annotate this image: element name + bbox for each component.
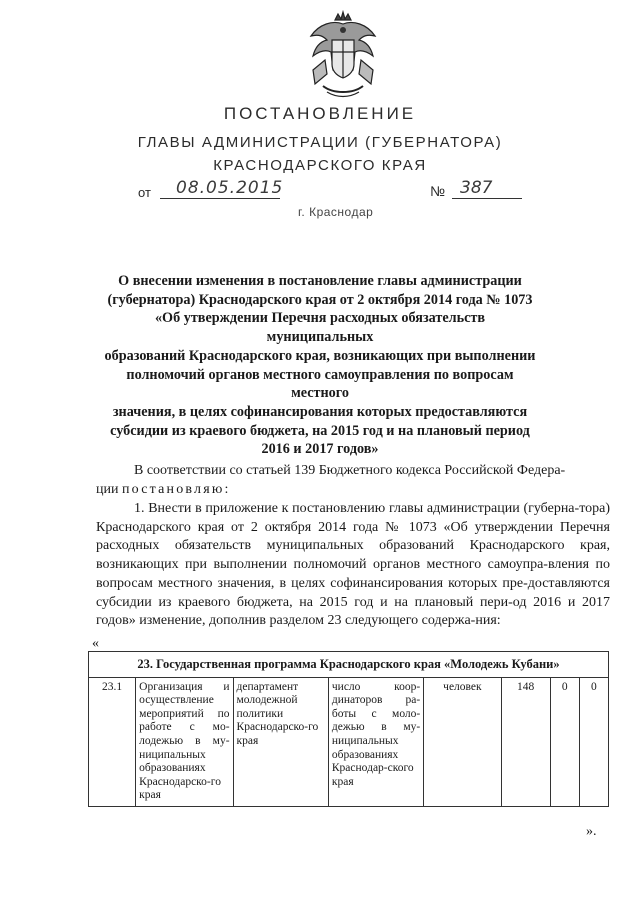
- decree-title: [100, 272, 540, 459]
- region-heading: КРАСНОДАРСКОГО КРАЯ: [213, 157, 427, 174]
- cell-unit: человек: [424, 677, 501, 806]
- decree-line: [96, 481, 610, 500]
- cell-value-2016: 0: [550, 677, 579, 806]
- cell-value-2017: 0: [579, 677, 608, 806]
- section-row: [89, 652, 609, 678]
- intro-paragraph: В соответствии со статьей 139 Бюджетного кодекса Российской Федера-: [134, 463, 566, 478]
- doc-type-heading: ПОСТАНОВЛЕНИЕ: [223, 104, 417, 123]
- program-table: [88, 651, 609, 807]
- decree-word: постановляю:: [121, 482, 231, 497]
- handwritten-number: 387: [460, 178, 493, 198]
- title-line: значения, в целях софинансирования которых предоставляются: [112, 403, 528, 420]
- cell-code: 23.1: [89, 677, 136, 806]
- coat-of-arms-emblem: [305, 10, 381, 102]
- cell-indicator: число коор-динаторов ра-боты с моло-дежью в му-ниципальных образованиях Краснодар-ского края: [328, 677, 423, 806]
- title-line: «Об утверждении Перечня расходных обязательств муниципальных: [154, 310, 486, 346]
- date-underline: [160, 198, 280, 199]
- intro-continuation: ции: [96, 482, 119, 497]
- authority-heading: ГЛАВЫ АДМИНИСТРАЦИИ (ГУБЕРНАТОРА): [137, 134, 503, 151]
- title-line: полномочий органов местного самоуправления по вопросам местного: [126, 366, 514, 402]
- number-label: №: [430, 183, 446, 199]
- cell-name: Организация и осуществление мероприятий по работе с мо-лодежью в му-ниципальных образованиях Краснодарско-го края: [136, 677, 233, 806]
- table-row: [89, 677, 609, 806]
- item-1-paragraph: 1. Внести в приложение к постановлению главы администрации (губерна-тора) Краснодарского края от 2 октября 2014 года № 1073 «Об утверждении Перечня расходных обязательств муниципальных образований Краснодарского края, возникающих при выполнении полномочий органов местного самоупра-вления по вопросам местного значения, в целях софинансирования которых пре-доставляются субсидии из краевого бюджета, на 2015 год и на плановый пери-од 2016 и 2017 годов» изменение, дополнив разделом 23 следующего содержа-ния:: [96, 501, 610, 629]
- section-title: 23. Государственная программа Краснодарского края «Молодежь Кубани»: [89, 652, 609, 678]
- title-line: образований Краснодарского края, возникающих при выполнении: [104, 347, 536, 364]
- dateline: [0, 178, 640, 204]
- number-underline: [452, 198, 522, 199]
- cell-department: департамент молодежной политики Краснодарско-го края: [233, 677, 328, 806]
- opening-quote: «: [92, 636, 99, 651]
- cell-value-2015: 148: [501, 677, 550, 806]
- title-line: субсидии из краевого бюджета, на 2015 год и на плановый период: [110, 422, 530, 439]
- title-line: (губернатора) Краснодарского края от 2 октября 2014 года № 1073: [107, 291, 533, 308]
- city-label: г. Краснодар: [298, 205, 374, 219]
- title-line: 2016 и 2017 годов»: [261, 441, 379, 458]
- handwritten-date: 08.05.2015: [176, 178, 284, 198]
- date-prefix: от: [138, 185, 151, 200]
- closing-quote: ».: [586, 824, 597, 839]
- title-line: О внесении изменения в постановление главы администрации: [118, 273, 522, 289]
